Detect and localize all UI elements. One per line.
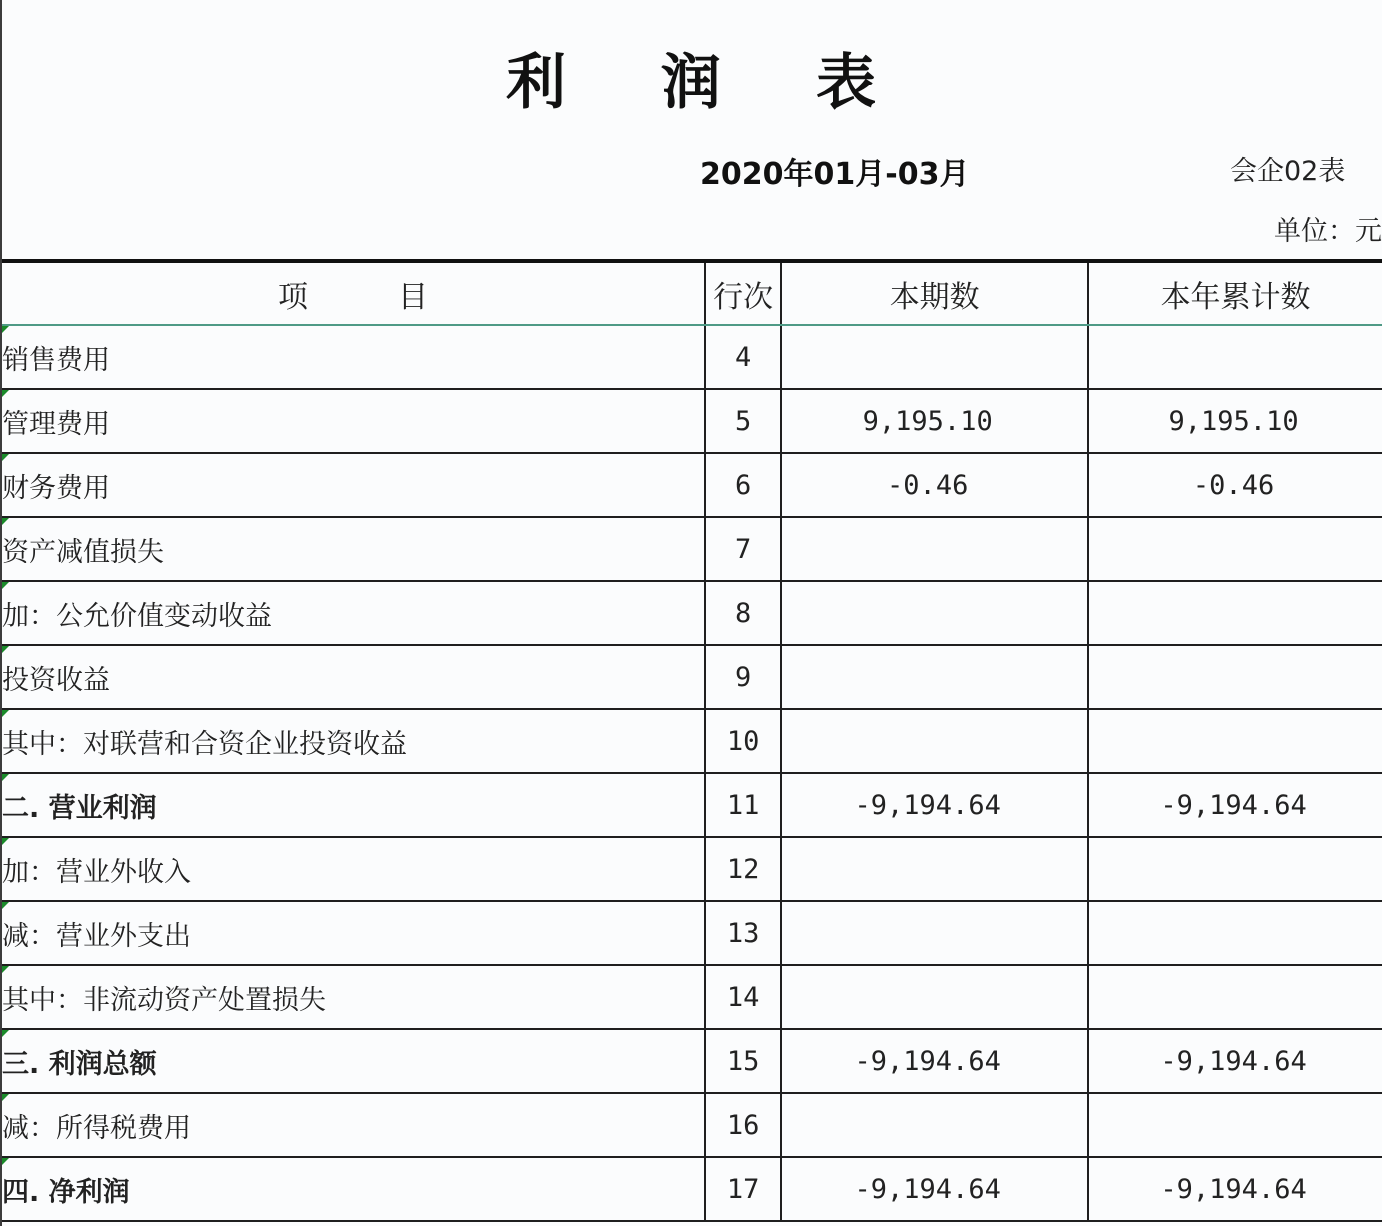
line-no-cell[interactable]: 4	[705, 325, 781, 389]
report-title: 利润表	[506, 48, 971, 118]
line-no-cell[interactable]: 8	[705, 581, 781, 645]
item-cell[interactable]	[2, 709, 705, 773]
header-row	[2, 261, 1382, 325]
line-no-cell[interactable]: 5	[705, 389, 781, 453]
item-label: 减：所得税费用	[2, 1112, 191, 1144]
cell-comment-marker	[2, 838, 9, 845]
item-cell[interactable]	[2, 1029, 705, 1093]
header-current-period[interactable]: 本期数	[781, 261, 1088, 325]
item-cell[interactable]	[2, 1157, 705, 1221]
line-no-cell[interactable]: 10	[705, 709, 781, 773]
ytd-value-cell[interactable]	[1088, 645, 1382, 709]
ytd-value-cell[interactable]: -9,194.64	[1088, 1029, 1382, 1093]
ytd-value-cell[interactable]	[1088, 709, 1382, 773]
current-value-cell[interactable]	[781, 1093, 1088, 1157]
current-value-cell[interactable]: -9,194.64	[781, 773, 1088, 837]
item-label: 资产减值损失	[2, 536, 164, 568]
current-value-cell[interactable]	[781, 517, 1088, 581]
cell-comment-marker	[2, 518, 9, 525]
table-row	[2, 517, 1382, 581]
ytd-value-cell[interactable]	[1088, 837, 1382, 901]
ytd-value-cell[interactable]	[1088, 581, 1382, 645]
item-label: 财务费用	[2, 472, 110, 504]
currency-unit: 单位：元	[1274, 216, 1382, 247]
current-value-cell[interactable]	[781, 709, 1088, 773]
report-period: 2020年01月-03月	[700, 157, 970, 192]
table-row	[2, 965, 1382, 1029]
table-row	[2, 453, 1382, 517]
table-row	[2, 773, 1382, 837]
header-line-no[interactable]: 行次	[705, 261, 781, 325]
item-cell[interactable]	[2, 837, 705, 901]
ytd-value-cell[interactable]: -9,194.64	[1088, 773, 1382, 837]
item-label: 管理费用	[2, 408, 110, 440]
cell-comment-marker	[2, 1094, 9, 1101]
ytd-value-cell[interactable]: 9,195.10	[1088, 389, 1382, 453]
ytd-value-cell[interactable]	[1088, 901, 1382, 965]
item-cell[interactable]	[2, 965, 705, 1029]
item-cell[interactable]	[2, 581, 705, 645]
cell-comment-marker	[2, 1030, 9, 1037]
item-label: 四. 净利润	[2, 1176, 130, 1208]
header-year-to-date[interactable]: 本年累计数	[1088, 261, 1382, 325]
ytd-value-cell[interactable]	[1088, 965, 1382, 1029]
item-cell[interactable]	[2, 453, 705, 517]
cell-comment-marker	[2, 1158, 9, 1165]
cell-comment-marker	[2, 326, 9, 333]
table-row	[2, 901, 1382, 965]
table-row	[2, 581, 1382, 645]
current-value-cell[interactable]: -0.46	[781, 453, 1088, 517]
item-label: 加：公允价值变动收益	[2, 600, 272, 632]
line-no-cell[interactable]: 16	[705, 1093, 781, 1157]
cell-comment-marker	[2, 710, 9, 717]
item-label: 二. 营业利润	[2, 792, 157, 824]
line-no-cell[interactable]: 12	[705, 837, 781, 901]
cell-comment-marker	[2, 774, 9, 781]
cell-comment-marker	[2, 454, 9, 461]
item-label: 投资收益	[2, 664, 110, 696]
cell-comment-marker	[2, 390, 9, 397]
item-cell[interactable]	[2, 901, 705, 965]
item-label: 加：营业外收入	[2, 856, 191, 888]
current-value-cell[interactable]	[781, 901, 1088, 965]
item-cell[interactable]	[2, 773, 705, 837]
current-value-cell[interactable]	[781, 837, 1088, 901]
table-row	[2, 645, 1382, 709]
line-no-cell[interactable]: 7	[705, 517, 781, 581]
current-value-cell[interactable]	[781, 965, 1088, 1029]
current-value-cell[interactable]	[781, 645, 1088, 709]
item-label: 三. 利润总额	[2, 1048, 157, 1080]
line-no-cell[interactable]: 11	[705, 773, 781, 837]
line-no-cell[interactable]: 14	[705, 965, 781, 1029]
table-row	[2, 1093, 1382, 1157]
item-cell[interactable]	[2, 1093, 705, 1157]
current-value-cell[interactable]	[781, 581, 1088, 645]
cell-comment-marker	[2, 646, 9, 653]
cell-comment-marker	[2, 582, 9, 589]
line-no-cell[interactable]: 6	[705, 453, 781, 517]
item-label: 销售费用	[2, 344, 110, 376]
ytd-value-cell[interactable]	[1088, 1093, 1382, 1157]
line-no-cell[interactable]: 13	[705, 901, 781, 965]
ytd-value-cell[interactable]: -9,194.64	[1088, 1157, 1382, 1221]
income-statement-table	[2, 259, 1382, 1222]
line-no-cell[interactable]: 9	[705, 645, 781, 709]
item-cell[interactable]	[2, 517, 705, 581]
ytd-value-cell[interactable]	[1088, 517, 1382, 581]
header-item[interactable]: 项 目	[2, 261, 705, 325]
line-no-cell[interactable]: 15	[705, 1029, 781, 1093]
item-cell[interactable]	[2, 325, 705, 389]
current-value-cell[interactable]: -9,194.64	[781, 1157, 1088, 1221]
current-value-cell[interactable]: -9,194.64	[781, 1029, 1088, 1093]
form-code: 会企02表	[1230, 156, 1346, 187]
cell-comment-marker	[2, 966, 9, 973]
table-row	[2, 389, 1382, 453]
item-cell[interactable]	[2, 645, 705, 709]
ytd-value-cell[interactable]: -0.46	[1088, 453, 1382, 517]
table-row	[2, 1029, 1382, 1093]
ytd-value-cell[interactable]	[1088, 325, 1382, 389]
item-label: 减：营业外支出	[2, 920, 191, 952]
table-row	[2, 1157, 1382, 1221]
table-row	[2, 837, 1382, 901]
item-cell[interactable]	[2, 389, 705, 453]
item-label: 其中：对联营和合资企业投资收益	[2, 728, 407, 760]
table-row	[2, 709, 1382, 773]
item-label: 其中：非流动资产处置损失	[2, 984, 326, 1016]
current-value-cell[interactable]: 9,195.10	[781, 389, 1088, 453]
cell-comment-marker	[2, 902, 9, 909]
table-row	[2, 325, 1382, 389]
current-value-cell[interactable]	[781, 325, 1088, 389]
line-no-cell[interactable]: 17	[705, 1157, 781, 1221]
